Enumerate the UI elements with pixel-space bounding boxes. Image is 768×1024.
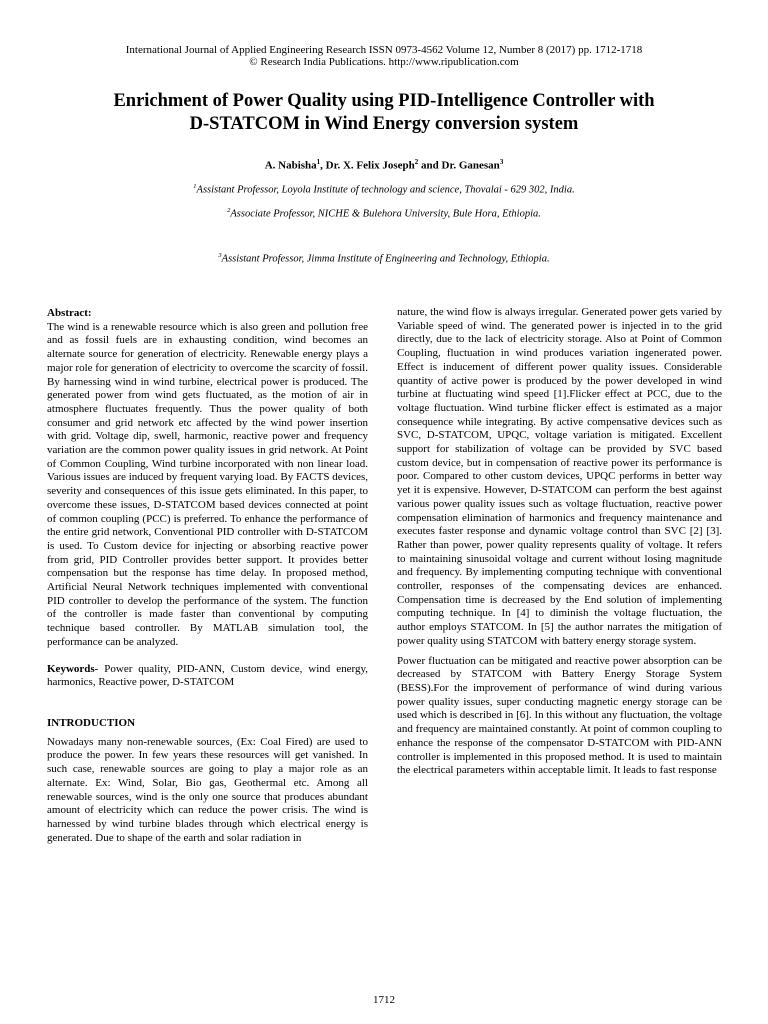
right-column	[397, 306, 722, 778]
affiliation-2: $^2$Associate Professor, NICHE & Bulehora University, Bule Hora, Ethiopia.	[227, 207, 541, 220]
abstract-heading: Abstract:	[47, 307, 92, 319]
abstract-text: The wind is a renewable resource which is also green and pollution free and as fossil fuels are in exhausting condition, wind becomes an alternate source for generation of electricity. Renewable energy plays a major role for generation of electricity to overcome the scarcity of fossil. By harnessing wind in wind turbine, electrical power is produced. The generated power from wind gets fluctuated, as the motion of air in atmosphere fluctuates frequently. Thus the power quality of both consumer and grid network etc affected by the wind power insertion with grid. Voltage dip, swell, harmonic, reactive power and frequency variation are the common power quality issues in grid network. At Point of Common Coupling, Wind turbine incorporated with non linear load. Various issues are induced by frequent varying load. By FACTS devices, severity and consequences of this issue gets eliminated. In this paper, to overcome these issues, D-STATCOM based devices connected at point of common coupling (PCC) is preferred. To enhance the performance of the entire grid network, Conventional PID controller with D-STATCOM is used. To Custom device for injecting or absorbing reactive power from grid, PID Controller provides better support. It provides better compensation but the response has time delay. In proposed method, Artificial Neural Network techniques implemented with conventional PID controller to develop the performance of the system. The function of the controller is made faster than conventional by computing technique based controller. By MATLAB simulation tool, the performance can be analyzed.	[47, 320, 368, 648]
journal-citation: International Journal of Applied Engineering Research ISSN 0973-4562 Volume 12, Number 8 (2017) pp. 1712-1718	[125, 44, 643, 56]
left-column	[47, 307, 368, 845]
right-paragraph-2: Power fluctuation can be mitigated and reactive power absorption can be decreased by STATCOM with Battery Energy Storage System (BESS).For the improvement of performance of wind during various power quality issues, super conducting magnetic energy storage can be used which is described in [6]. In this without any fluctuation, the voltage and frequency are maintained constantly. At point of common coupling to enhance the response of the compensator D-STATCOM with PID-ANN controller is implemented in this proposed method. It is used to maintain the electrical parameters within acceptable limit. It leads to fast response	[397, 654, 722, 777]
publisher-line: © Research India Publications. http://www.ripublication.com	[249, 56, 519, 68]
paper-title	[30, 90, 738, 136]
author-2: Dr. X. Felix Joseph	[325, 159, 415, 172]
author-2-sup: 2	[414, 158, 419, 166]
author-3-sup: 3	[499, 158, 504, 166]
introduction-heading: INTRODUCTION	[47, 716, 136, 729]
affiliation-1: $^1$Assistant Professor, Loyola Institute of technology and science, Thovalai - 629 302, India.	[193, 183, 575, 196]
journal-header	[0, 44, 768, 68]
keywords-text: - Power quality, PID-ANN, Custom device, wind energy, harmonics, Reactive power, D-STATCOM	[47, 662, 368, 689]
title-line-1: Enrichment of Power Quality using PID-Intelligence Controller with	[113, 91, 655, 111]
introduction-text: Nowadays many non-renewable sources, (Ex: Coal Fired) are used to produce the power. In few years these resources will get vanished. In such case, renewable sources are going to play a major role as an alternate. Ex: Wind, Solar, Bio gas, Geothermal etc. Among all renewable sources, wind is the only one source that produces abundant amount of electricity which can reduce the power crisis. The wind is harnessed by wind turbine blades through which electrical energy is generated. Due to shape of the earth and solar radiation in	[47, 735, 368, 844]
affiliation-3: $^3$Assistant Professor, Jimma Institute of Engineering and Technology, Ethiopia.	[218, 252, 550, 265]
right-paragraph-1: nature, the wind flow is always irregular. Generated power gets varied by Variable speed of wind. The generated power is injected in to the grid directly, due to the lack of electricity storage. Also at Point of Common Coupling, fluctuation in wind produces variation ingenerated power. Effect is inducement of different power quality issues. Considerable quantity of active power is produced by the power developed in wind turbine at fluctuating wind speed [1].Flicker effect at PCC, due to the voltage fluctuation. Wind turbine flicker effect is estimated as a major consequence while integrating. By active compensative devices such as SVC, D-STATCOM, UPQC, voltage variation is mitigated. Excellent support for stabilization of voltage can be provided by SVC based custom device, but in compensation of reactive power its performance is poor. Compared to other custom devices, UPQC performs in better way yet it is expensive. However, D-STATCOM can perform the best against various power quality issues such as voltage fluctuation, reactive power compensation elimination of harmonics and frequency maintenance and executes faster response and dynamic voltage control than SVC [2] [3]. Rather than power, power quality represents quality of voltage. It refers to maintaining sinusoidal voltage and current without losing magnitude and frequency. By implementing computing technique with conventional controller, responses of the compensating devices are enhanced. Compensation time is decreased by the End solution of implementing computing technique. In [4] to diminish the voltage fluctuation, the author employs STATCOM. In [5] the author narrates the mitigation of power quality using STATCOM with battery energy storage system.	[397, 306, 722, 647]
author-separator: ,	[320, 159, 326, 172]
author-list	[0, 158, 768, 172]
keywords	[47, 663, 368, 690]
author-1: A. Nabisha	[264, 159, 317, 172]
title-line-2: D-STATCOM in Wind Energy conversion system	[189, 114, 579, 134]
author-3: Dr. Ganesan	[441, 159, 500, 172]
page-number: 1712	[373, 994, 395, 1006]
author-separator: and	[418, 159, 442, 172]
keywords-label: Keywords	[47, 662, 95, 675]
author-1-sup: 1	[316, 158, 321, 166]
